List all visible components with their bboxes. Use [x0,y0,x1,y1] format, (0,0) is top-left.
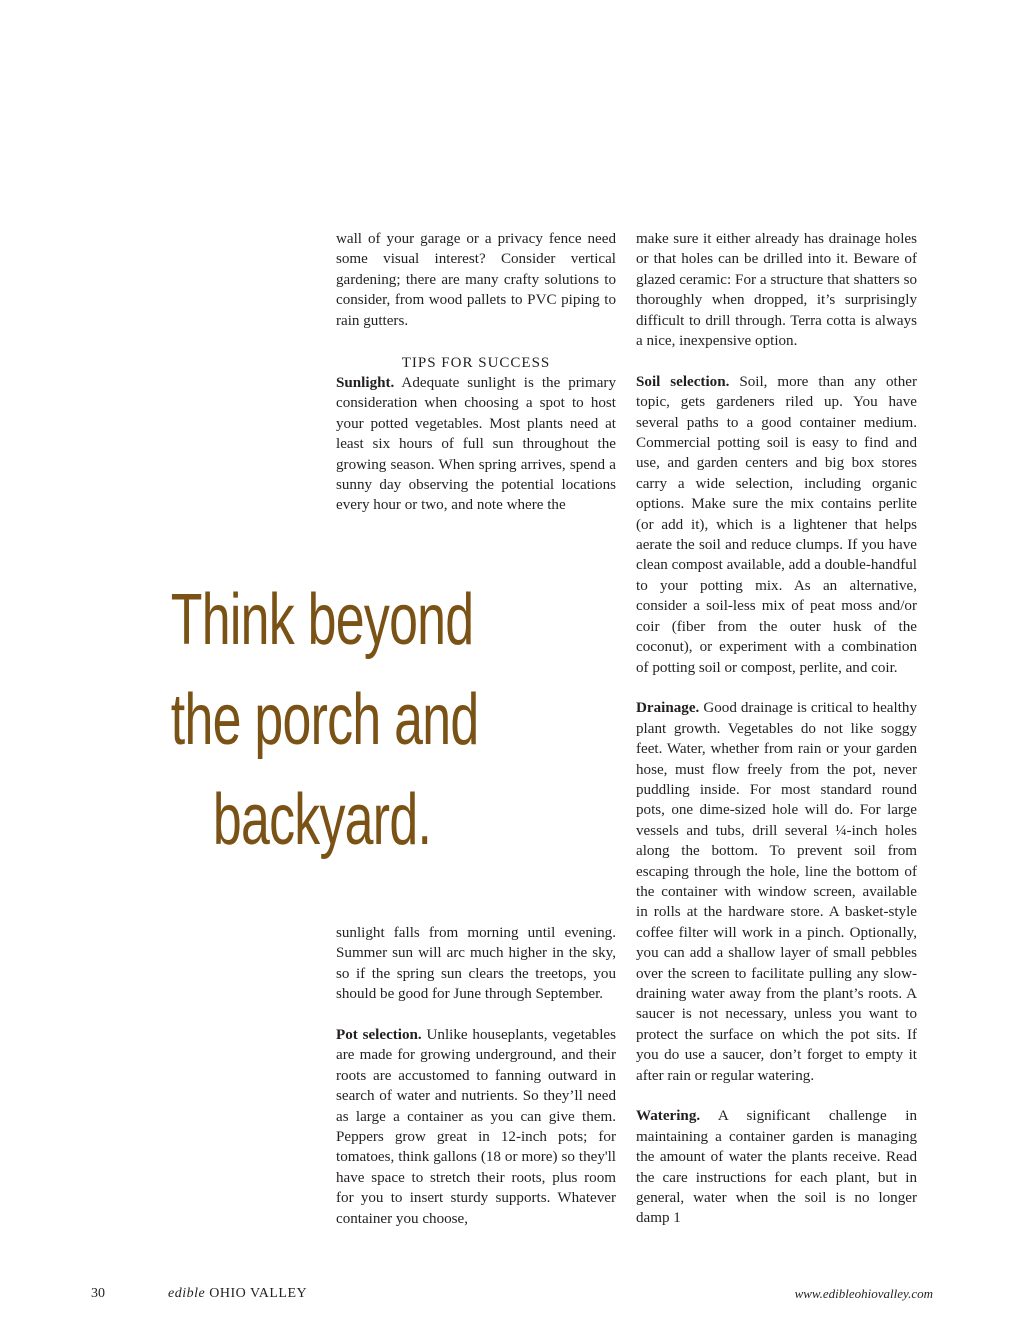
article-column-left-bottom [336,923,616,1229]
page-number: 30 [91,1286,105,1301]
article-column-left-top [336,229,616,516]
magazine-title-italic: edible [168,1286,206,1301]
soil-selection-text: Soil, more than any other topic, gets gardeners riled up. You have several paths to a good container medium. Commercial potting soil is easy to find and use, and garden centers and big box stores carry a wide selection, including organic options. Make sure the mix contains perlite (or add it), which is a lightener that helps aerate the soil and reduce clumps. If you have clean compost available, add a double-handful to your potting mix. As an alternative, consider a soil-less mix of peat moss and/or coir (fiber from the outer husk of the coconut), or experiment with a combination of potting soil or compost, perlite, and coir. [636,373,917,676]
pot-selection-label: Pot selection. [336,1027,422,1044]
soil-selection-label: Soil selection. [636,373,730,390]
pull-quote-line: backyard. [212,780,432,860]
pot-selection-paragraph [336,1025,616,1229]
watering-text: A significant challenge in maintaining a container garden is managing the amount of water the plants receive. Read the care instructions for each plant, but in general, water when the soil is no longer damp 1 [636,1108,917,1227]
magazine-title-rest: OHIO VALLEY [205,1286,308,1301]
pot-selection-text: Unlike houseplants, vegetables are made for growing underground, and their roots are accustomed to fanning outward in search of water and nutrients. So they’ll need as large a container as you can give them. Peppers grow great in 12-inch pots; for tomatoes, think gallons (18 or more) so they'll have space to stretch their roots, plus room for you to insert sturdy supports. Whatever container you choose, [336,1027,616,1227]
drainage-paragraph [636,698,917,1086]
watering-label: Watering. [636,1108,701,1125]
drainage-text: Good drainage is critical to healthy plant growth. Vegetables do not like soggy feet. Water, whether from rain or your garden hose, must flow freely from the pot, never puddling inside. For most standard round pots, one dime-sized hole will do. For large vessels and tubs, drill several ¼-inch holes along the bottom. To prevent soil from escaping through the hole, line the bottom of the container with window screen, available in rolls at the hardware store. A basket-style coffee filter will work in a pinch. Optionally, you can add a shallow layer of small pebbles over the screen to facilitate pulling any slow-draining water away from the plant’s roots. A saucer is not necessary, unless you want to protect the surface on which the pot sits. If you do use a saucer, don’t forget to empty it after rain or regular watering. [636,700,917,1084]
sunlight-continued: sunlight falls from morning until evening. Summer sun will arc much higher in the sky, so if the spring sun clears the treetops, you should be good for June through September. [336,925,616,1003]
pull-quote-line: the porch and [170,680,479,760]
soil-selection-paragraph [636,372,917,678]
drainage-label: Drainage. [636,700,700,717]
article-column-right [636,229,917,1229]
sunlight-paragraph [336,373,616,516]
pull-quote-line: Think beyond [170,580,474,660]
pull-quote [170,570,479,870]
sunlight-text: Adequate sunlight is the primary consideration when choosing a spot to host your potted vegetables. Most plants need at least six hours of full sun throughout the growing season. When spring arrives, spend a sunny day observing the potential locations every hour or two, and note where the [336,375,616,514]
page-footer [0,1286,1024,1306]
section-heading: TIPS FOR SUCCESS [401,355,551,372]
magazine-title [168,1286,307,1302]
website-link[interactable]: www.edibleohiovalley.com [794,1286,933,1301]
pot-selection-continued: make sure it either already has drainage holes or that holes can be drilled into it. Beware of glazed ceramic: For a structure that shatters so thoroughly when dropped, it’s surprisingly difficult to drill through. Terra cotta is always a nice, inexpensive option. [636,231,917,350]
intro-paragraph: wall of your garage or a privacy fence need some visual interest? Consider vertical gardening; there are many crafty solutions to consider, from wood pallets to PVC piping to rain gutters. [336,231,616,329]
sunlight-label: Sunlight. [336,375,395,392]
watering-paragraph [636,1106,917,1228]
